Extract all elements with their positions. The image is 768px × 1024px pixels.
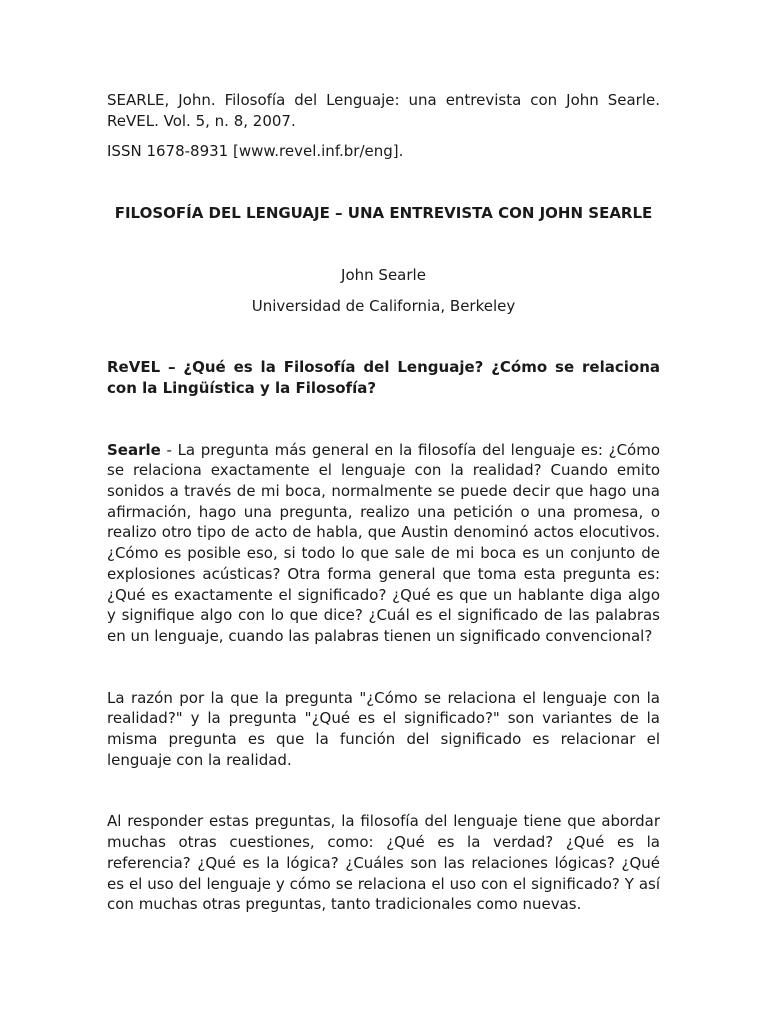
- answer-paragraph-1-text: La pregunta más general en la filosofía del lenguaje es: ¿Cómo se relaciona exactamente el lenguaje con la realidad? Cuando emito sonidos a través de mi boca, normalmente se puede decir que hago una afirmación, hago una pregunta, realizo una petición o una promesa, o realizo otro tipo de acto de habla, que Austin denominó actos elocutivos. ¿Cómo es posible eso, si todo lo que sale de mi boca es un conjunto de explosiones acústicas? Otra forma general que toma esta pregunta es: ¿Qué es exactamente el significado? ¿Qué es que un hablante diga algo y signifique algo con lo que dice? ¿Cuál es el significado de las palabras en un lenguaje, cuando las palabras tienen un significado convencional?: [107, 440, 661, 645]
- speaker-name: Searle: [107, 440, 161, 459]
- answer-paragraph-3: Al responder estas preguntas, la filosofía del lenguaje tiene que abordar muchas otras cuestiones, como: ¿Qué es la verdad? ¿Qué es la referencia? ¿Qué es la lógica? ¿Cuáles son las relaciones lógicas? ¿Qué es el uso del lenguaje y cómo se relaciona el uso con el significado? Y así con muchas otras preguntas, tanto tradicionales como nuevas.: [107, 812, 660, 914]
- author-name: John Searle: [341, 265, 426, 284]
- answer-paragraph-1: [107, 440, 660, 647]
- citation-line: SEARLE, John. Filosofía del Lenguaje: una entrevista con John Searle. ReVEL. Vol. 5, n. 8, 2007.: [107, 91, 660, 130]
- author-affiliation: Universidad de California, Berkeley: [251, 296, 516, 315]
- speaker-separator: -: [160, 440, 178, 459]
- document-page: [107, 90, 660, 915]
- answer-paragraph-2: La razón por la que la pregunta "¿Cómo se relaciona el lenguaje con la realidad?" y la pregunta "¿Qué es el significado?" son variantes de la misma pregunta es que la función del significado es relacionar el lenguaje con la realidad.: [107, 688, 660, 769]
- issn-line: ISSN 1678-8931 [www.revel.inf.br/eng].: [107, 142, 404, 161]
- interview-question: ReVEL – ¿Qué es la Filosofía del Lenguaje? ¿Cómo se relaciona con la Lingüística y la Filosofía?: [107, 358, 660, 397]
- document-title: FILOSOFÍA DEL LENGUAJE – UNA ENTREVISTA CON JOHN SEARLE: [114, 204, 653, 223]
